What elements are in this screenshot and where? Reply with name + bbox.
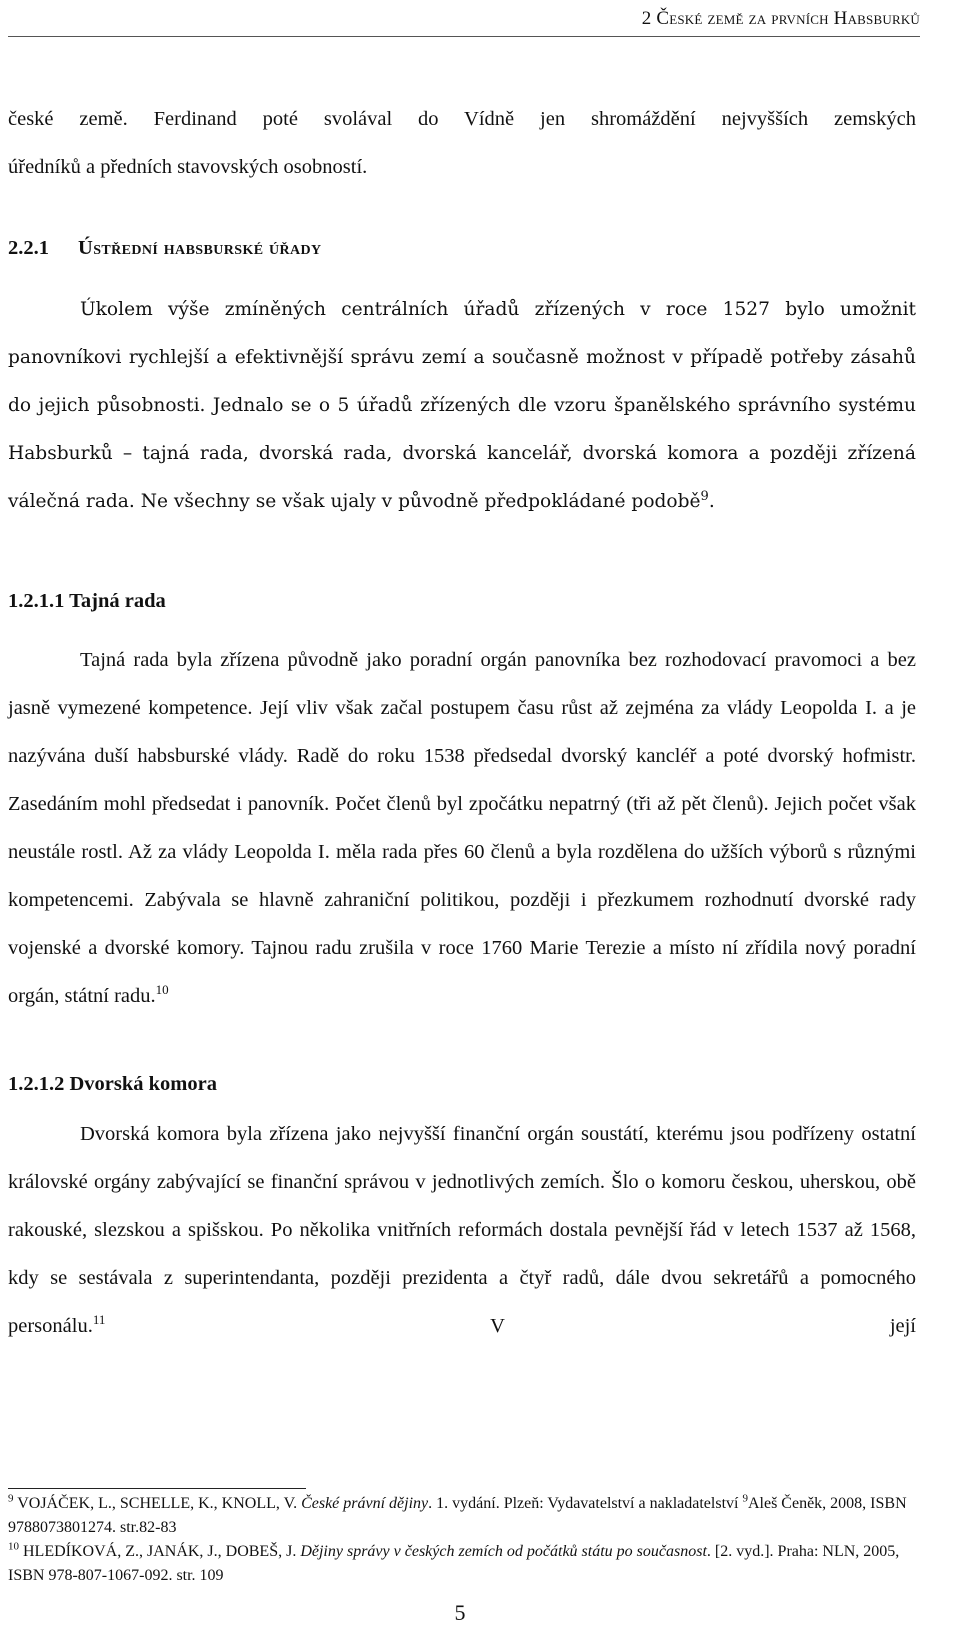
paragraph: Tajná rada byla zřízena původně jako poradní orgán panovníka bez rozhodovací pravomoci a bez jasně vymezené kompetence. Její vliv však začal postupem času růst až zejména za vlády Leopolda I. a je nazývána duší habsburské vlády. Radě do roku 1538 předsedal dvorský kancléř a poté dvorský hofmistr. Zasedáním mohl předsedat i panovník. Počet členů byl zpočátku nepatrný (tři až pět členů). Jejich počet však neustále rostl. Až za vlády Leopolda I. měla rada přes 60 členů a byla rozdělena do užších výborů s různými kompetencemi. Zabývala se hlavně zahraniční politikou, později i přezkumem rozhodnutí dvorské rady vojenské a dvorské komory. Tajnou radu zrušila v roce 1760 Marie Terezie a místo ní zřídila nový poradní orgán, státní radu.$^{10}$ <box>8 649 916 1007</box>
section-1-2-1-1-body <box>8 636 916 1020</box>
footnote-ref-9[interactable]: 9 <box>700 488 709 504</box>
section-number: 1.2.1.1 <box>8 590 65 612</box>
header-rule <box>8 36 920 37</box>
footnote-9: $^9$ VOJÁČEK, L., SCHELLE, K., KNOLL, V. České právní dějiny. 1. vydání. Plzeň: Vydavatelství a nakladatelství $^9$Aleš Čeněk, 2008, ISBN 9788073801274. str.82-83 <box>8 1492 907 1536</box>
footnote-10: $^{10}$ HLEDÍKOVÁ, Z., JANÁK, J., DOBEŠ, J. Dějiny správy v českých zemích od počátků státu po současnost. [2. vyd.]. Praha: NLN, 2005, ISBN 978-807-1067-092. str. 109 <box>8 1540 900 1584</box>
paragraph: Úkolem výše zmíněných centrálních úřadů zřízených v roce 1527 bylo umožnit panovníkovi rychlejší a efektivnější správu zemí a současně možnost v případě potřeby zásahů do jejich působnosti. Jednalo se o 5 úřadů zřízených dle vzoru španělského správního systému Habsburků – tajná rada, dvorská rada, dvorská kancelář, dvorská komora a později zřízená válečná rada. Ne všechny se však ujaly v původně předpokládané podobě$^9$. <box>8 299 916 512</box>
footnote-separator <box>8 1488 306 1489</box>
section-heading-2-2-1 <box>8 237 322 260</box>
section-title: Ústřední habsburské úřady <box>78 237 322 259</box>
section-heading-1-2-1-1 <box>8 590 166 613</box>
intro-paragraph <box>8 95 916 191</box>
paragraph: Dvorská komora byla zřízena jako nejvyšší finanční orgán soustátí, kterému jsou podřízeny ostatní královské orgány zabývající se finanční správou v jednotlivých zemích. Šlo o komoru českou, uherskou, obě rakouské, slezskou a spišskou. Po několika vnitřních reformách dostala pevnější řád v letech 1537 až 1568, kdy se sestávala z superintendanta, později prezidenta a čtyř radů, dále dvou sekretářů a pomocného personálu.$^{11}$ V její <box>8 1123 916 1337</box>
intro-line-2: úředníků a předních stavovských osobností. <box>8 156 368 178</box>
running-header <box>642 8 920 30</box>
section-title: Tajná rada <box>69 590 166 612</box>
section-number: 2.2.1 <box>8 237 49 259</box>
section-number: 1.2.1.2 <box>8 1073 65 1095</box>
footnotes <box>8 1492 916 1588</box>
section-heading-1-2-1-2 <box>8 1073 217 1096</box>
footnote-ref-10[interactable]: 10 <box>155 982 169 998</box>
section-1-2-1-2-body <box>8 1110 916 1350</box>
footnote-ref-11[interactable]: 11 <box>92 1312 106 1328</box>
section-title: Dvorská komora <box>69 1073 217 1095</box>
intro-line-1: české země. Ferdinand poté svolával do Vídně jen shromáždění nejvyšších zemských <box>8 108 916 130</box>
page-number: 5 <box>454 1600 466 1625</box>
running-header-title: 2 České země za prvních Habsburků <box>641 8 920 29</box>
section-2-2-1-body <box>8 286 916 526</box>
